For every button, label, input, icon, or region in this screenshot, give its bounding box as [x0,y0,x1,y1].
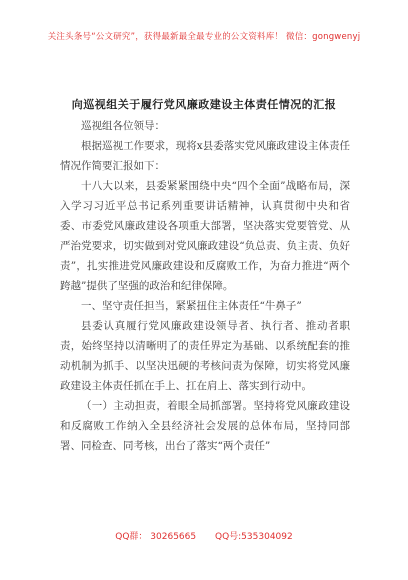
paragraph: 十八大以来，县委紧紧围绕中央“四个全面”战略布局，深入学习习近平总书记系列重要讲话精神，认真贯彻中央和省委、市委党风廉政建设各项重大部署，坚决落实党要管党、从严治党要求，切实做到对党风廉政建设“负总责、负主责、负好责”，扎实推进党风廉政建设和反腐败工作，为奋力推进“两个跨越”提供了坚强的政治和纪律保障。 [60,180,350,292]
qq-group: QQ群： 30265665 [115,532,197,542]
header-banner: 关注头条号“公文研究”，获得最新最全最专业的公文资料库！ 微信：gongwenyj [47,32,361,42]
document-body [60,116,350,456]
section-heading: 一、坚守责任担当，紧紧扭住主体责任“牛鼻子” [81,300,302,312]
document-title: 向巡视组关于履行党风廉政建设主体责任情况的汇报 [71,98,337,111]
salutation: 巡视组各位领导： [81,120,165,132]
paragraph: 根据巡视工作要求，现将x县委落实党风廉政建设主体责任情况作简要汇报如下： [60,140,350,172]
paragraph: 县委认真履行党风廉政建设领导者、执行者、推动者职责，始终坚持以清晰明了的责任界定为基础、以系统配套的推动机制为抓手、以坚决迅硬的考核问责为保障，切实将党风廉政建设主体责任抓在手上、扛在肩上、落实到行动中。 [60,320,350,392]
paragraph: （一）主动担责，着眼全局抓部署。坚持将党风廉政建设和反腐败工作纳入全县经济社会发展的总体布局，坚持同部署、同检查、同考核，出台了落实“两个责任” [60,400,350,452]
qq-number: QQ号:535304092 [214,532,293,542]
footer-banner [0,529,408,542]
